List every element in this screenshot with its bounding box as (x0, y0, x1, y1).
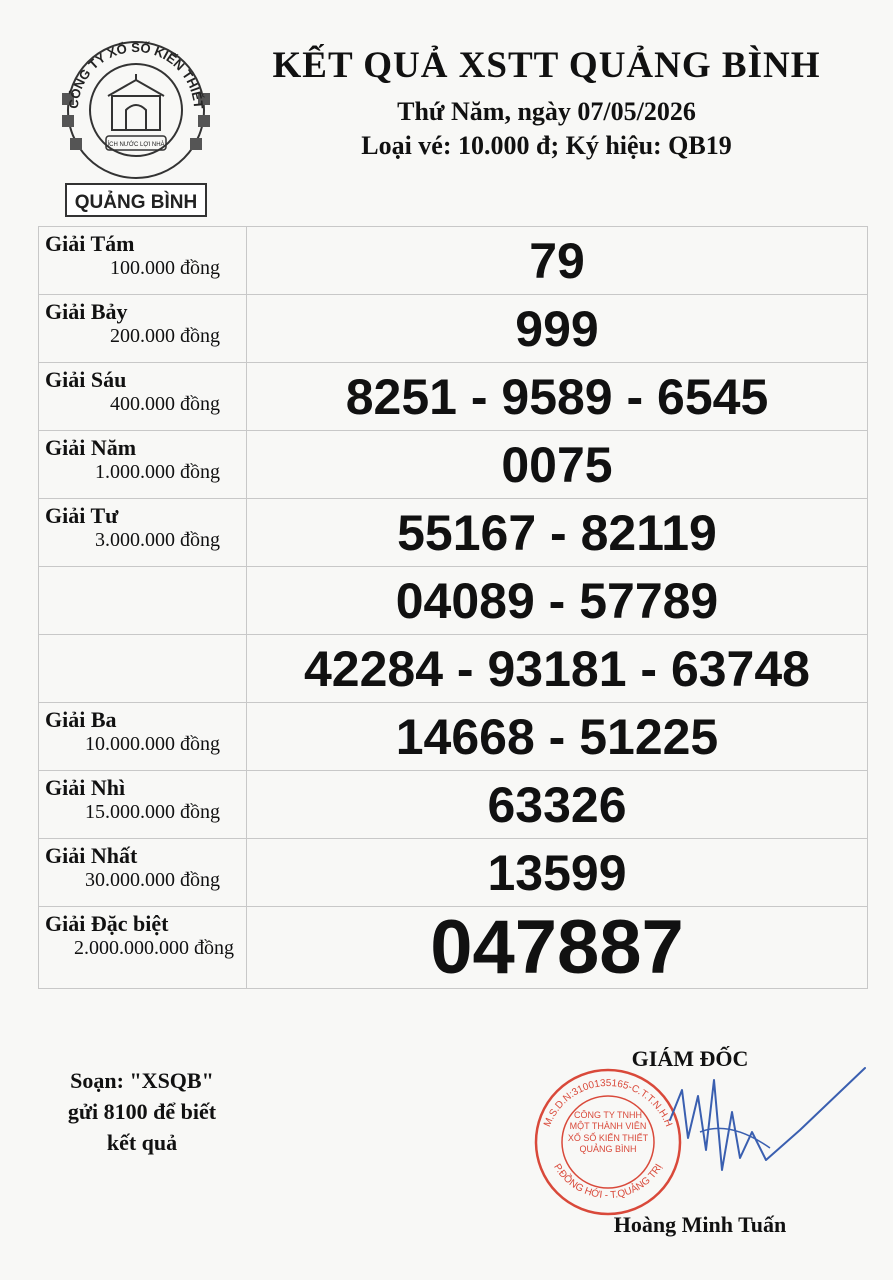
results-table (38, 226, 868, 989)
prize-numbers: 0075 (247, 431, 868, 499)
prize-row-special (39, 907, 868, 989)
lottery-company-logo (56, 38, 216, 220)
prize-amount: 3.000.000 đồng (95, 529, 220, 551)
draw-date: Thứ Năm, ngày 07/05/2026 (397, 97, 696, 126)
prize-row (39, 295, 868, 363)
prize-row (39, 839, 868, 907)
prize-row (39, 499, 868, 567)
prize-amount: 10.000.000 đồng (85, 733, 220, 755)
prize-numbers: 13599 (247, 839, 868, 907)
ticket-info: Loại vé: 10.000 đ; Ký hiệu: QB19 (361, 131, 732, 160)
seal-center-text: CÔNG TY TNHH MỘT THÀNH VIÊN XỔ SỐ KIẾN THIẾT QUẢNG BÌNH (567, 1110, 649, 1154)
prize-name: Giải Tám (45, 231, 135, 256)
prize-numbers: 04089 - 57789 (247, 567, 868, 635)
prize-name: Giải Nhì (45, 775, 126, 800)
handwritten-signature (640, 1060, 870, 1190)
prize-amount: 2.000.000.000 đồng (74, 937, 234, 959)
prize-row (39, 567, 868, 635)
document-header (220, 44, 873, 161)
prize-amount: 30.000.000 đồng (85, 869, 220, 891)
prize-numbers: 999 (247, 295, 868, 363)
seal-top-text: M.S.D.N:3100135165-C.T.T.N.H.H (542, 1077, 674, 1129)
logo-slogan: ÍCH NƯỚC LỢI NHÀ (107, 142, 165, 148)
prize-amount: 15.000.000 đồng (85, 801, 220, 823)
prize-numbers: 63326 (247, 771, 868, 839)
prize-row (39, 771, 868, 839)
prize-numbers: 55167 - 82119 (247, 499, 868, 567)
sms-line: gửi 8100 để biết (67, 1098, 217, 1124)
sms-instructions (52, 1066, 232, 1158)
prize-name: Giải Nhất (45, 843, 138, 868)
logo-company-text: CÔNG TY XỔ SỐ KIẾN THIẾT (65, 39, 207, 110)
prize-numbers: 42284 - 93181 - 63748 (247, 635, 868, 703)
prize-amount: 400.000 đồng (110, 393, 220, 415)
special-prize-numbers: 047887 (247, 907, 868, 989)
prize-numbers: 79 (247, 227, 868, 295)
logo-province: QUẢNG BÌNH (74, 192, 198, 213)
prize-name: Giải Đặc biệt (45, 911, 169, 936)
prize-row (39, 431, 868, 499)
signer-name: Hoàng Minh Tuấn (613, 1212, 787, 1237)
prize-name: Giải Sáu (45, 367, 127, 392)
prize-name: Giải Ba (45, 707, 117, 732)
prize-row (39, 635, 868, 703)
document-title: KẾT QUẢ XSTT QUẢNG BÌNH (272, 45, 821, 86)
prize-amount: 100.000 đồng (110, 257, 220, 279)
prize-name: Giải Bảy (45, 299, 128, 324)
signer-title: GIÁM ĐỐC (631, 1046, 749, 1071)
sms-line: kết quả (106, 1129, 178, 1155)
prize-row (39, 227, 868, 295)
prize-amount: 200.000 đồng (110, 325, 220, 347)
prize-numbers: 14668 - 51225 (247, 703, 868, 771)
seal-bottom-text: P.ĐỒNG HỚI - T.QUẢNG TRỊ (551, 1162, 665, 1202)
prize-numbers: 8251 - 9589 - 6545 (247, 363, 868, 431)
prize-row (39, 703, 868, 771)
prize-name: Giải Tư (45, 503, 119, 528)
sms-line: Soạn: "XSQB" (70, 1068, 214, 1093)
prize-row (39, 363, 868, 431)
prize-name: Giải Năm (45, 435, 137, 460)
prize-amount: 1.000.000 đồng (95, 461, 220, 483)
